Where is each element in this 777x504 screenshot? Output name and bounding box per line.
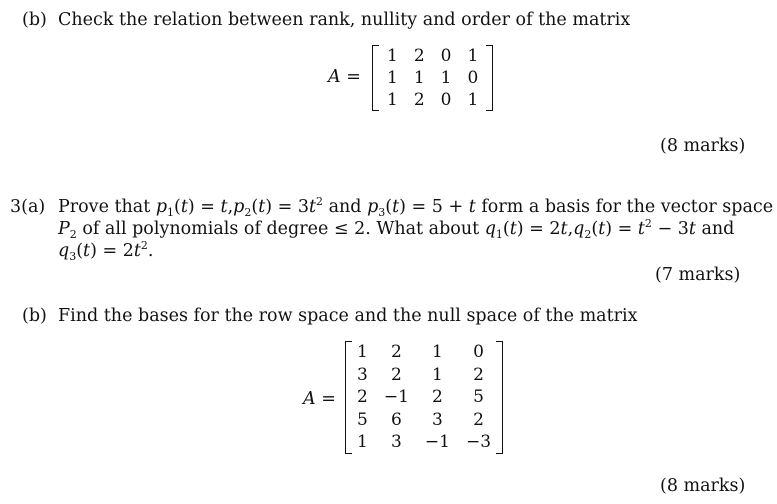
q3a-line2-middle: of all polynomials of degree ≤ 2. What about <box>76 219 485 239</box>
left-bracket <box>345 341 352 454</box>
matrix-cell: 2 <box>357 387 368 408</box>
q2b-label: (b) <box>22 10 47 30</box>
q3b-matrix-table <box>352 341 496 454</box>
matrix-cell: 1 <box>432 364 443 385</box>
q3b-marks: (8 marks) <box>660 476 746 496</box>
q3b-matrix <box>345 341 503 454</box>
matrix-row <box>379 67 486 89</box>
matrix-row <box>352 431 496 454</box>
matrix-cell: 5 <box>357 409 368 430</box>
matrix-cell: −3 <box>465 432 492 453</box>
matrix-cell: 1 <box>467 46 479 66</box>
matrix-cell: 0 <box>440 90 452 110</box>
matrix-cell: 1 <box>387 46 398 66</box>
q2b-matrix <box>372 45 493 111</box>
q2b-matrix-table <box>379 45 486 111</box>
q2b-matrix-label: A = <box>328 67 361 87</box>
matrix-cell: −1 <box>424 432 450 453</box>
q3a-line3: $q_3(t) = 2t^2$. <box>58 239 154 263</box>
matrix-cell: 3 <box>432 409 443 430</box>
matrix-cell: 1 <box>387 68 398 88</box>
matrix-cell: 6 <box>390 409 402 430</box>
q2b-text: Check the relation between rank, nullity and order of the matrix <box>58 10 631 30</box>
matrix-cell: 1 <box>357 432 368 453</box>
right-bracket <box>496 341 503 454</box>
q3a-line2: $P_2$ of all polynomials of degree ≤ 2. What about $q_1(t) = 2t,q_2(t) = t^2 - 3t$ and <box>58 217 735 241</box>
matrix-cell: 3 <box>390 432 402 453</box>
q3b-matrix-label: A = <box>303 389 336 409</box>
matrix-cell: 2 <box>473 364 484 385</box>
matrix-cell: 2 <box>390 342 402 363</box>
matrix-cell: 1 <box>432 342 443 363</box>
left-bracket <box>372 45 379 111</box>
q3b-text: Find the bases for the row space and the null space of the matrix <box>58 306 638 326</box>
q3a-line1: Prove that $p_1(t) = t,p_2(t) = 3t^2$ and $p_3(t) = 5 + t$ form a basis for the vector space <box>58 195 774 219</box>
matrix-cell: −1 <box>383 387 409 408</box>
matrix-cell: 2 <box>413 90 425 110</box>
q3a-line1-suffix: form a basis for the vector space <box>475 197 774 217</box>
matrix-row <box>352 409 496 432</box>
matrix-cell: 1 <box>467 90 479 110</box>
q3b-label: (b) <box>22 306 47 326</box>
matrix-row <box>379 89 486 111</box>
matrix-cell: 1 <box>387 90 398 110</box>
matrix-cell: 2 <box>473 409 484 430</box>
matrix-row <box>352 341 496 364</box>
q3a-line2-suffix: and <box>695 219 735 239</box>
matrix-cell: 0 <box>467 68 479 88</box>
matrix-cell: 2 <box>390 364 402 385</box>
matrix-cell: 1 <box>357 342 368 363</box>
q2b-marks: (8 marks) <box>660 136 746 156</box>
matrix-cell: 0 <box>473 342 484 363</box>
matrix-row <box>379 45 486 67</box>
matrix-cell: 3 <box>357 364 368 385</box>
q3a-label: 3(a) <box>10 197 46 217</box>
q3a-line1-prefix: Prove that <box>58 197 156 217</box>
q3a-marks: (7 marks) <box>655 265 741 285</box>
matrix-cell: 5 <box>473 387 484 408</box>
right-bracket <box>486 45 493 111</box>
matrix-cell: 2 <box>413 46 425 66</box>
matrix-cell: 2 <box>432 387 443 408</box>
matrix-cell: 1 <box>440 68 452 88</box>
matrix-row <box>352 386 496 409</box>
matrix-cell: 1 <box>413 68 425 88</box>
matrix-cell: 0 <box>440 46 452 66</box>
matrix-row <box>352 364 496 387</box>
